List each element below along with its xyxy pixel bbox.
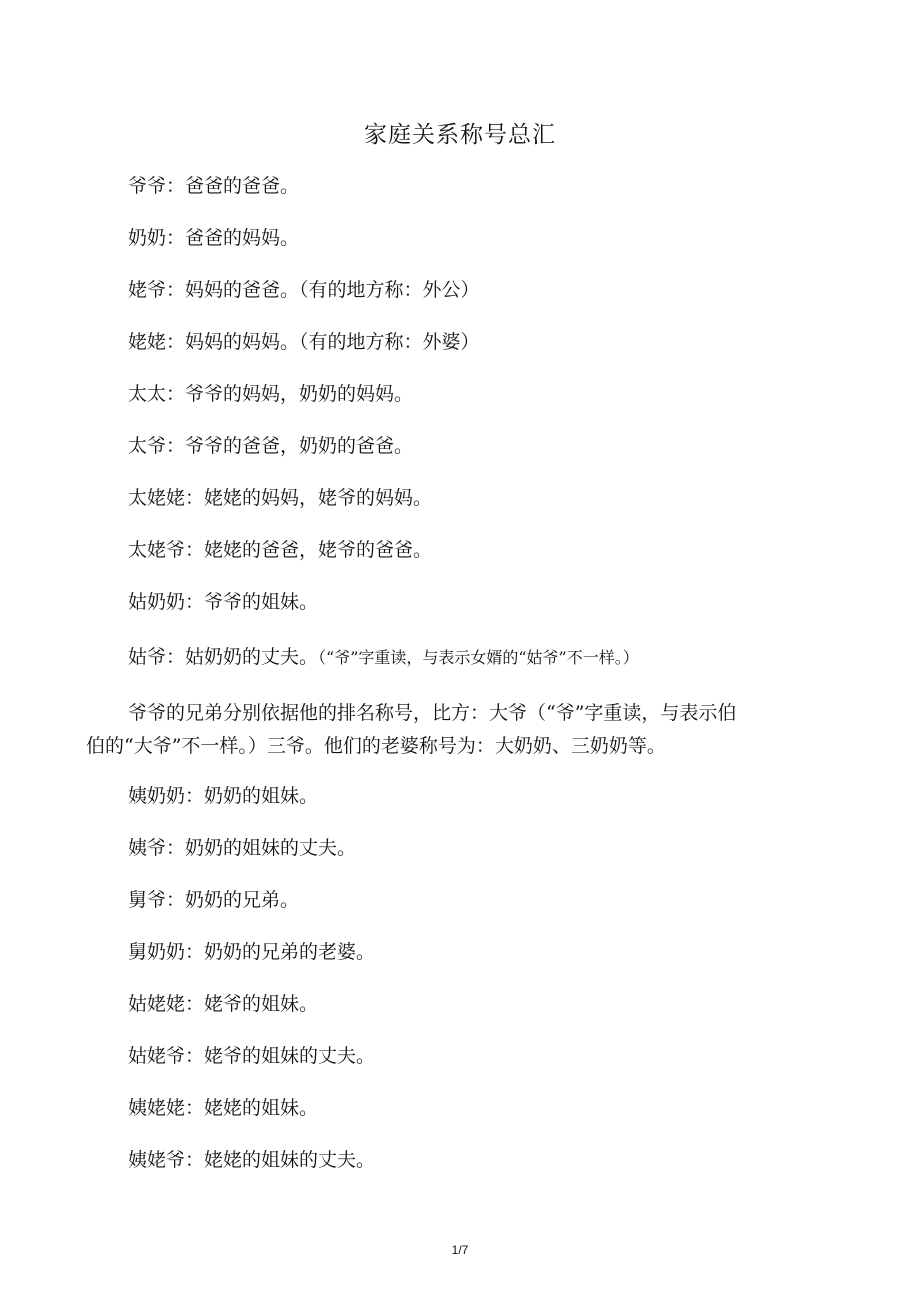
entry-great-grandmother: 太太：爷爷的妈妈，奶奶的妈妈。 xyxy=(128,383,414,405)
paragraph-line-1: 爷爷的兄弟分别依据他的排名称号，比方：大爷（“爷”字重读，与表示伯 xyxy=(128,702,737,724)
entry-maternal-grandfather-sister-husband: 姑姥爷：姥爷的姐妹的丈夫。 xyxy=(128,1045,376,1067)
entry-maternal-grandmother: 姥姥：妈妈的妈妈。（有的地方称：外婆） xyxy=(128,331,480,353)
entry-great-grandfather: 太爷：爷爷的爸爸，奶奶的爸爸。 xyxy=(128,435,414,457)
page-number: 1/7 xyxy=(451,1243,469,1257)
entry-great-uncle-note: （“爷”字重读，与表示女婿的“姑爷”不一样。） xyxy=(318,648,639,667)
entry-grandmother-brother: 舅爷：奶奶的兄弟。 xyxy=(128,889,300,911)
entry-maternal-great-grandfather: 太姥爷：姥姥的爸爸，姥爷的爸爸。 xyxy=(128,539,433,561)
entry-granduncle-maternal-in-law: 姨爷：奶奶的姐妹的丈夫。 xyxy=(128,837,357,859)
entry-maternal-great-grandmother: 太姥姥：姥姥的妈妈，姥爷的妈妈。 xyxy=(128,487,433,509)
entry-grandaunt-maternal: 姨奶奶：奶奶的姐妹。 xyxy=(128,785,319,807)
entry-maternal-grandfather: 姥爷：妈妈的爸爸。（有的地方称：外公） xyxy=(128,279,480,301)
entry-grandmother: 奶奶：爸爸的妈妈。 xyxy=(128,227,300,249)
entry-maternal-grandfather-sister: 姑姥姥：姥爷的姐妹。 xyxy=(128,993,319,1015)
entry-great-uncle-main: 姑爷：姑奶奶的丈夫。 xyxy=(128,646,319,668)
entry-grandfather: 爷爷：爸爸的爸爸。 xyxy=(128,175,300,197)
entry-great-aunt: 姑奶奶：爷爷的姐妹。 xyxy=(128,591,319,613)
paragraph-line-2: 伯的“大爷”不一样。）三爷。他们的老婆称号为：大奶奶、三奶奶等。 xyxy=(86,735,666,757)
document-title: 家庭关系称号总汇 xyxy=(364,122,556,148)
entry-maternal-grandmother-sister-husband: 姨姥爷：姥姥的姐妹的丈夫。 xyxy=(128,1149,376,1171)
entry-maternal-grandmother-sister: 姨姥姥：姥姥的姐妹。 xyxy=(128,1097,319,1119)
paragraph-grandfather-brothers xyxy=(86,697,806,763)
entry-great-uncle xyxy=(128,644,639,671)
entry-grandmother-brother-wife: 舅奶奶：奶奶的兄弟的老婆。 xyxy=(128,941,376,963)
